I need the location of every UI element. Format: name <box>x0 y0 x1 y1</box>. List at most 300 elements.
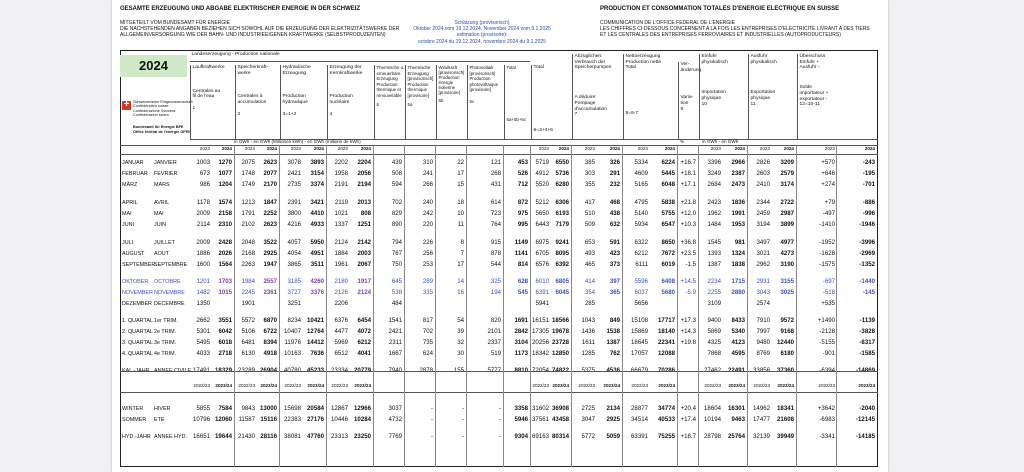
year-header-cell: 2023/24 <box>215 383 232 388</box>
table-cell: 3374 <box>310 181 324 188</box>
table-cell: 326 <box>609 159 620 166</box>
table-cell: 5165 <box>634 181 648 188</box>
table-cell: 2311 <box>388 339 402 346</box>
table-cell: 266 <box>422 181 433 188</box>
row-label-de: AUGUST <box>122 251 145 257</box>
table-cell: -12145 <box>856 416 875 423</box>
table-cell: 829 <box>391 210 402 217</box>
table-cell: 762 <box>609 350 620 357</box>
table-cell: 712 <box>517 181 528 188</box>
table-cell: 2574 <box>756 300 770 307</box>
table-cell: 9572 <box>780 317 794 324</box>
table-cell: 5869 <box>707 328 721 335</box>
year-header-cell: 2023/24 <box>307 383 324 388</box>
table-cell: 10796 <box>193 416 210 423</box>
table-cell: 6037 <box>634 289 648 296</box>
row-label-de: JANUAR <box>122 160 144 166</box>
table-row <box>112 198 888 208</box>
table-cell: 2102 <box>241 221 255 228</box>
row-label-de: 3. QUARTAL <box>122 340 153 346</box>
table-cell: 27462 <box>704 367 721 374</box>
table-cell: 15698 <box>284 405 301 412</box>
year-header-cell: 2023 <box>824 146 835 151</box>
row-label-de: JUNI <box>122 222 134 228</box>
table-cell: 8810 <box>514 367 528 374</box>
year-header-cell: 2023/24 <box>658 383 675 388</box>
year-header-cell: 2023 <box>584 146 595 151</box>
table-cell: 6018 <box>218 339 232 346</box>
row-label-de: FEBRUAR <box>122 171 148 177</box>
table-cell: 18140 <box>658 328 675 335</box>
table-cell: 28116 <box>260 433 277 440</box>
table-cell: 3185 <box>287 278 301 285</box>
table-cell: 3893 <box>310 159 324 166</box>
table-cell: 15 <box>457 181 464 188</box>
table-cell: 2234 <box>707 278 721 285</box>
unit-label-2: in GWh - en GWh <box>702 139 739 144</box>
table-cell: 794 <box>391 239 402 246</box>
row-label-de: NOVEMBER <box>122 290 153 296</box>
table-cell: 1337 <box>334 221 348 228</box>
table-cell: 19678 <box>552 328 569 335</box>
table-row <box>112 327 888 337</box>
table-cell: -901 <box>822 350 835 357</box>
table-cell: -14869 <box>856 367 875 374</box>
table-row <box>112 158 888 168</box>
table-cell: 6391 <box>535 289 549 296</box>
table-cell: 36908 <box>552 405 569 412</box>
table-cell: 1545 <box>707 239 721 246</box>
table-cell: 6193 <box>555 210 569 217</box>
table-cell: 23289 <box>238 367 255 374</box>
year-header-cell: 2024 <box>783 146 794 151</box>
table-cell: 438 <box>609 210 620 217</box>
table-cell: 1204 <box>218 181 232 188</box>
table-cell: 17305 <box>532 328 549 335</box>
table-cell: 6576 <box>535 261 549 268</box>
table-cell: 591 <box>609 239 620 246</box>
table-cell: 820 <box>490 317 501 324</box>
table-cell: 673 <box>199 170 210 177</box>
table-cell: 2623 <box>263 159 277 166</box>
table-cell: 232 <box>609 181 620 188</box>
table-cell: 5969 <box>334 339 348 346</box>
table-cell: 1715 <box>731 278 745 285</box>
table-cell: 1961 <box>334 261 348 268</box>
table-cell: 21608 <box>777 416 794 423</box>
table-cell: 23250 <box>354 433 371 440</box>
table-cell: +570 <box>821 159 835 166</box>
table-cell: 16 <box>457 289 464 296</box>
year-header-cell: 2023/24 <box>552 383 569 388</box>
table-cell: +23.5 <box>680 250 696 257</box>
table-row <box>112 238 888 248</box>
table-cell: 6019 <box>661 261 675 268</box>
report-sheet <box>112 0 888 472</box>
table-cell: 6111 <box>635 261 648 268</box>
table-cell: 17477 <box>753 416 770 423</box>
table-cell: 241 <box>422 170 433 177</box>
table-cell: 28877 <box>631 405 648 412</box>
table-cell: 4977 <box>780 239 794 246</box>
table-cell: 2826 <box>756 159 770 166</box>
table-cell: 80314 <box>552 433 569 440</box>
table-cell: 7910 <box>756 317 770 324</box>
table-cell: -1952 <box>819 239 835 246</box>
table-cell: 645 <box>391 278 402 285</box>
table-cell: 484 <box>391 300 402 307</box>
table-cell: +10.3 <box>680 221 696 228</box>
table-cell: 27176 <box>307 416 324 423</box>
table-cell: +16.7 <box>680 159 696 166</box>
table-cell: 43458 <box>552 416 569 423</box>
table-cell: 12088 <box>658 350 675 357</box>
table-cell: 8650 <box>661 239 675 246</box>
table-cell: 2735 <box>287 181 301 188</box>
table-cell: 872 <box>517 199 528 206</box>
table-row <box>112 338 888 348</box>
office-sub: Bundesamt für Energie BFE Office fédéral de l'énergie OFEN <box>133 125 191 134</box>
table-cell: +646 <box>821 170 835 177</box>
table-cell: 423 <box>609 250 620 257</box>
table-cell: 2557 <box>263 278 277 285</box>
table-cell: 2880 <box>731 289 745 296</box>
table-cell: 17 <box>457 261 464 268</box>
table-cell: 1484 <box>707 221 721 228</box>
table-cell: 5656 <box>634 300 648 307</box>
row-label-fr: ETE <box>154 417 165 423</box>
table-cell: 6805 <box>555 278 569 285</box>
table-cell: +17.1 <box>680 181 696 188</box>
table-cell: 1538 <box>606 328 620 335</box>
year-header-cell: 2022/23 <box>238 383 255 388</box>
table-cell: 15108 <box>631 317 648 324</box>
table-cell: 3025 <box>780 289 794 296</box>
header-netto: Nettoerzeugung Production nette Total 8=6-7 <box>623 54 677 139</box>
row-label-fr: JANVIER <box>154 160 177 166</box>
table-cell: 7672 <box>661 250 675 257</box>
table-cell: 510 <box>584 210 595 217</box>
row-label-fr: AOUT <box>154 251 169 257</box>
table-cell: 32 <box>457 339 464 346</box>
table-cell: -497 <box>822 210 835 217</box>
table-cell: 493 <box>584 250 595 257</box>
table-cell: 2168 <box>241 250 255 257</box>
table-cell: 764 <box>490 221 501 228</box>
table-cell: -1410 <box>819 221 835 228</box>
year-header-cell: 2023 <box>337 146 348 151</box>
table-cell: 890 <box>391 221 402 228</box>
table-cell: 1149 <box>514 239 528 246</box>
table-cell: 3249 <box>707 170 721 177</box>
table-cell: 69163 <box>532 433 549 440</box>
table-cell: 21430 <box>238 433 255 440</box>
table-cell: +1490 <box>817 317 835 324</box>
table-cell: 355 <box>584 181 595 188</box>
year-header-row <box>112 144 888 154</box>
year-header-cell: 2023/24 <box>354 383 371 388</box>
year-header-cell: 2024 <box>558 146 569 151</box>
table-cell: 30 <box>457 350 464 357</box>
table-cell: 4951 <box>310 250 324 257</box>
table-cell: 5059 <box>606 433 620 440</box>
table-cell: 15869 <box>631 328 648 335</box>
year-header-cell: 2022/23 <box>818 383 835 388</box>
table-cell: 614 <box>490 199 501 206</box>
table-cell: 3104 <box>514 339 528 346</box>
table-cell: 72054 <box>532 367 549 374</box>
table-cell: 18342 <box>532 350 549 357</box>
table-cell: 9463 <box>731 416 745 423</box>
table-cell: 75255 <box>658 433 675 440</box>
table-cell: -6983 <box>819 416 835 423</box>
table-cell: - <box>461 405 464 412</box>
table-cell: 7179 <box>555 221 569 228</box>
table-cell: 2387 <box>731 170 745 177</box>
header-total-5: Total 5a+5b+5c <box>504 65 530 139</box>
table-cell: 4072 <box>357 328 371 335</box>
table-cell: 4041 <box>357 350 371 357</box>
table-cell: 6322 <box>634 239 648 246</box>
table-cell: 303 <box>584 170 595 177</box>
table-cell: 1991 <box>731 210 745 217</box>
table-cell: 2391 <box>287 199 301 206</box>
table-cell: 4273 <box>780 250 794 257</box>
table-row <box>112 180 888 190</box>
table-row <box>112 432 888 442</box>
table-cell: 2421 <box>388 328 402 335</box>
table-cell: 220 <box>422 221 433 228</box>
table-cell: 1748 <box>241 170 255 177</box>
year-label: 2024 <box>120 55 187 77</box>
table-cell: 2962 <box>756 261 770 268</box>
table-cell: 155 <box>453 367 464 374</box>
table-cell: 11976 <box>284 339 301 346</box>
table-cell: 45233 <box>307 367 324 374</box>
table-cell: 2252 <box>263 210 277 217</box>
table-cell: 1270 <box>218 159 232 166</box>
table-cell: 22491 <box>728 367 745 374</box>
table-cell: 4325 <box>707 339 721 346</box>
table-cell: 3209 <box>780 159 794 166</box>
table-cell: 365 <box>609 289 620 296</box>
table-cell: 17491 <box>193 367 210 374</box>
table-row <box>112 169 888 179</box>
year-header-cell: 2024 <box>609 146 620 151</box>
table-row <box>112 316 888 326</box>
table-cell: 2421 <box>287 170 301 177</box>
table-cell: 4795 <box>634 199 648 206</box>
year-header-cell: 2022/23 <box>193 383 210 388</box>
table-cell: 4918 <box>263 350 277 357</box>
table-cell: 2473 <box>731 181 745 188</box>
table-cell: 4033 <box>196 350 210 357</box>
table-cell: -1585 <box>859 350 875 357</box>
year-header-cell: 2022/23 <box>578 383 595 388</box>
table-cell: 1178 <box>196 199 210 206</box>
row-label-fr: FEVRIER <box>154 171 178 177</box>
table-cell: 723 <box>490 210 501 217</box>
table-cell: 2931 <box>756 278 770 285</box>
table-cell: 28798 <box>704 433 721 440</box>
table-cell: 2925 <box>263 250 277 257</box>
table-cell: 9304 <box>514 433 528 440</box>
table-cell: +535 <box>821 300 835 307</box>
table-cell: 310 <box>422 159 433 166</box>
table-cell: 5934 <box>634 221 648 228</box>
table-cell: 5596 <box>634 278 648 285</box>
table-cell: 3421 <box>310 199 324 206</box>
table-cell: 5736 <box>555 170 569 177</box>
year-header-cell: 2022/23 <box>704 383 721 388</box>
table-cell: 23313 <box>331 433 348 440</box>
row-label-de: KAL.-JAHR <box>122 368 150 374</box>
table-cell: -1628 <box>819 250 835 257</box>
table-cell: 3174 <box>780 181 794 188</box>
table-cell: -1440 <box>859 278 875 285</box>
row-label-fr: 1er TRIM. <box>154 318 178 324</box>
table-cell: 5334 <box>634 159 648 166</box>
table-cell: 4536 <box>606 367 620 374</box>
table-cell: 1213 <box>241 199 255 206</box>
table-row <box>112 277 888 287</box>
year-header-cell: 2023/24 <box>858 383 875 388</box>
table-cell: 18566 <box>552 317 569 324</box>
table-cell: 12060 <box>215 416 232 423</box>
table-cell: 1324 <box>731 250 745 257</box>
table-cell: 2077 <box>263 170 277 177</box>
table-cell: 6454 <box>357 317 371 324</box>
table-cell: 10284 <box>354 416 371 423</box>
table-cell: 22383 <box>284 416 301 423</box>
table-cell: 39 <box>457 328 464 335</box>
swiss-flag-icon <box>122 101 131 110</box>
table-cell: 5212 <box>535 199 549 206</box>
table-cell: 1847 <box>263 199 277 206</box>
table-cell: 285 <box>584 300 595 307</box>
table-cell: 1541 <box>388 317 402 324</box>
table-cell: 26904 <box>260 367 277 374</box>
table-cell: 2423 <box>707 199 721 206</box>
table-cell: -14185 <box>856 433 875 440</box>
table-cell: 1201 <box>196 278 210 285</box>
year-header-cell: 2023/24 <box>260 383 277 388</box>
table-cell: 1749 <box>241 181 255 188</box>
table-cell: 3154 <box>310 170 324 177</box>
table-cell: 6870 <box>263 317 277 324</box>
row-label-fr: 4e TRIM. <box>154 351 177 357</box>
row-label-de: 2. QUARTAL <box>122 329 153 335</box>
table-cell: 18329 <box>215 367 232 374</box>
table-cell: 4732 <box>388 416 402 423</box>
year-header-cell: 2023 <box>244 146 255 151</box>
table-cell: 915 <box>490 239 501 246</box>
table-cell: 2170 <box>263 181 277 188</box>
table-cell: 4123 <box>731 339 745 346</box>
table-cell: 2842 <box>514 328 528 335</box>
table-cell: 417 <box>584 199 595 206</box>
row-label-fr: HIVER <box>154 406 171 412</box>
table-cell: 38081 <box>284 433 301 440</box>
table-cell: 6130 <box>241 350 255 357</box>
table-cell: 2114 <box>196 221 210 228</box>
table-cell: 34514 <box>631 416 648 423</box>
table-cell: 2009 <box>196 210 210 217</box>
table-cell: 20256 <box>532 339 549 346</box>
table-cell: 519 <box>490 350 501 357</box>
year-header-cell: 2023 <box>637 146 648 151</box>
table-cell: 2966 <box>731 159 745 166</box>
table-cell: 5755 <box>661 210 675 217</box>
table-cell: 808 <box>360 210 371 217</box>
table-cell: 2459 <box>756 210 770 217</box>
table-cell: 1387 <box>606 339 620 346</box>
header-pv: Photovoltaik [provisorisch] Production photovoltaique [provisoire] 5c <box>467 65 503 139</box>
table-cell: 1958 <box>334 170 348 177</box>
table-cell: 2255 <box>707 289 721 296</box>
table-cell: - <box>430 405 433 412</box>
table-cell: +12.0 <box>680 210 696 217</box>
table-cell: 453 <box>517 159 528 166</box>
table-cell: 16651 <box>193 433 210 440</box>
table-cell: +21.8 <box>680 199 696 206</box>
table-cell: 1947 <box>263 261 277 268</box>
row-label-fr: SEPTEMBRE <box>154 262 188 268</box>
table-cell: 1141 <box>514 250 528 257</box>
table-cell: 5838 <box>661 199 675 206</box>
table-cell: 7 <box>460 250 464 257</box>
row-label-de: MÄRZ <box>122 182 138 188</box>
table-cell: 15116 <box>260 416 277 423</box>
table-cell: 986 <box>199 181 210 188</box>
table-cell: 14962 <box>753 405 770 412</box>
table-cell: 22 <box>457 159 464 166</box>
table-cell: 6048 <box>661 181 675 188</box>
table-row <box>112 288 888 298</box>
table-cell: 66679 <box>631 367 648 374</box>
table-cell: - <box>430 416 433 423</box>
table-cell: 3376 <box>310 289 324 296</box>
table-cell: 2579 <box>780 170 794 177</box>
table-cell: 508 <box>391 170 402 177</box>
table-cell: 121 <box>490 159 501 166</box>
note-fr: COMMUNICATION DE L'OFFICE FEDERAL DE L'ENERGIE LES CHIFFRES CI-DESSOUS CONCERNENT A LA FOIS LES ENTREPRISES D'ELECTRICITE LIVRANT A DES TIERS ET LES CENTRALES DES ENTREPRISES FERROVIAIRES ET INDUSTRIELLES (AUTOPRODUCTEURS) <box>600 20 870 39</box>
table-cell: 6212 <box>634 250 648 257</box>
table-cell: 74822 <box>552 367 569 374</box>
table-cell: -1352 <box>859 261 875 268</box>
table-cell: +36.8 <box>680 239 696 246</box>
row-label-fr: MAI <box>154 211 164 217</box>
table-cell: 10421 <box>307 317 324 324</box>
table-cell: - <box>498 433 501 440</box>
table-cell: 10163 <box>284 350 301 357</box>
table-cell: 2361 <box>263 289 277 296</box>
table-cell: 8 <box>460 239 464 246</box>
table-cell: 7940 <box>388 367 402 374</box>
table-cell: 6975 <box>535 239 549 246</box>
table-cell: 2202 <box>334 159 348 166</box>
table-cell: 10 <box>457 210 464 217</box>
table-cell: +18.1 <box>680 170 696 177</box>
table-cell: 1667 <box>388 350 402 357</box>
table-cell: 12764 <box>307 328 324 335</box>
table-cell: 39949 <box>777 433 794 440</box>
table-cell: 8769 <box>756 350 770 357</box>
table-cell: 817 <box>422 317 433 324</box>
table-row <box>112 220 888 230</box>
table-cell: 1600 <box>196 261 210 268</box>
table-cell: 12867 <box>331 405 348 412</box>
